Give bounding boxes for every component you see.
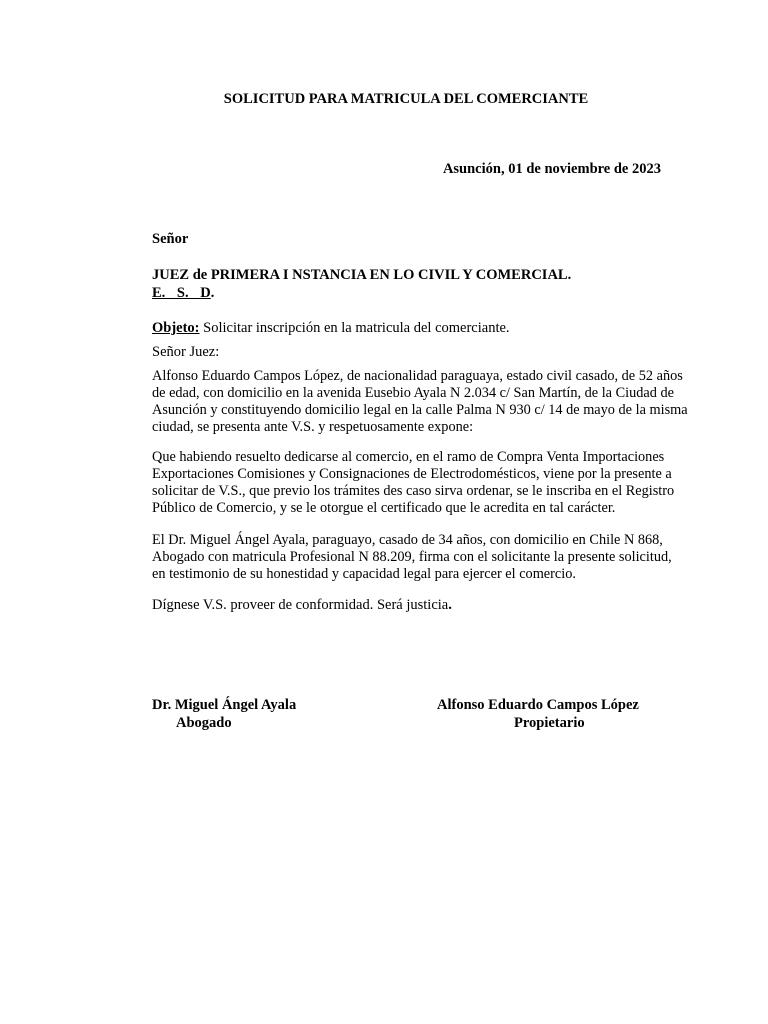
signature-right-role: Propietario [514, 715, 585, 731]
objeto-label: Objeto: [152, 320, 200, 336]
signature-right-name: Alfonso Eduardo Campos López [437, 697, 639, 713]
paragraph-2 [152, 449, 675, 517]
paragraph-2-line: Que habiendo resuelto dedicarse al comercio, en el ramo de Compra Venta Importaciones [152, 449, 665, 465]
paragraph-2-line: solicitar de V.S., que previo los trámites des caso sirva ordenar, se le inscriba en el Registro [152, 483, 675, 499]
signature-left-name: Dr. Miguel Ángel Ayala [152, 697, 297, 713]
paragraph-3-line: Abogado con matricula Profesional N 88.209, firma con el solicitante la presente solicitud, [152, 549, 672, 565]
paragraph-1 [152, 368, 688, 436]
esd-part-2: D [200, 285, 211, 301]
paragraph-2-line: Exportaciones Comisiones y Consignaciones de Electrodomésticos, viene por la presente a [152, 466, 672, 482]
esd-part-3: . [210, 285, 215, 301]
date-line: Asunción, 01 de noviembre de 2023 [442, 161, 661, 177]
paragraph-1-line: Asunción y constituyendo domicilio legal en la calle Palma N 930 c/ 14 de mayo de la misma [152, 402, 688, 418]
greeting: Señor Juez: [152, 344, 220, 360]
closing-period: . [448, 597, 452, 613]
recipient-line: JUEZ de PRIMERA I NSTANCIA EN LO CIVIL Y COMERCIAL. [152, 267, 572, 283]
closing-text: Dígnese V.S. proveer de conformidad. Será justicia [152, 597, 449, 613]
document-title: SOLICITUD PARA MATRICULA DEL COMERCIANTE [223, 91, 589, 107]
salutation: Señor [152, 231, 189, 247]
paragraph-1-line: ciudad, se presenta ante V.S. y respetuosamente expone: [152, 419, 474, 435]
paragraph-3-line: El Dr. Miguel Ángel Ayala, paraguayo, casado de 34 años, con domicilio en Chile N 868, [152, 532, 663, 548]
paragraph-3 [152, 532, 672, 583]
paragraph-3-line: en testimonio de su honestidad y capacidad legal para ejercer el comercio. [152, 566, 576, 582]
esd-line [152, 285, 214, 302]
closing-line [152, 597, 452, 614]
paragraph-1-line: Alfonso Eduardo Campos López, de nacionalidad paraguaya, estado civil casado, de 52 años [152, 368, 683, 384]
paragraph-2-line: Público de Comercio, y se le otorgue el certificado que le acredita en tal carácter. [152, 500, 616, 516]
objeto-text: Solicitar inscripción en la matricula del comerciante. [199, 320, 510, 336]
paragraph-1-line: de edad, con domicilio en la avenida Eusebio Ayala N 2.034 c/ San Martín, de la Ciudad de [152, 385, 674, 401]
objeto-line [152, 320, 510, 337]
esd-part-1: E. S. [152, 285, 201, 301]
signature-left-role: Abogado [176, 715, 232, 731]
